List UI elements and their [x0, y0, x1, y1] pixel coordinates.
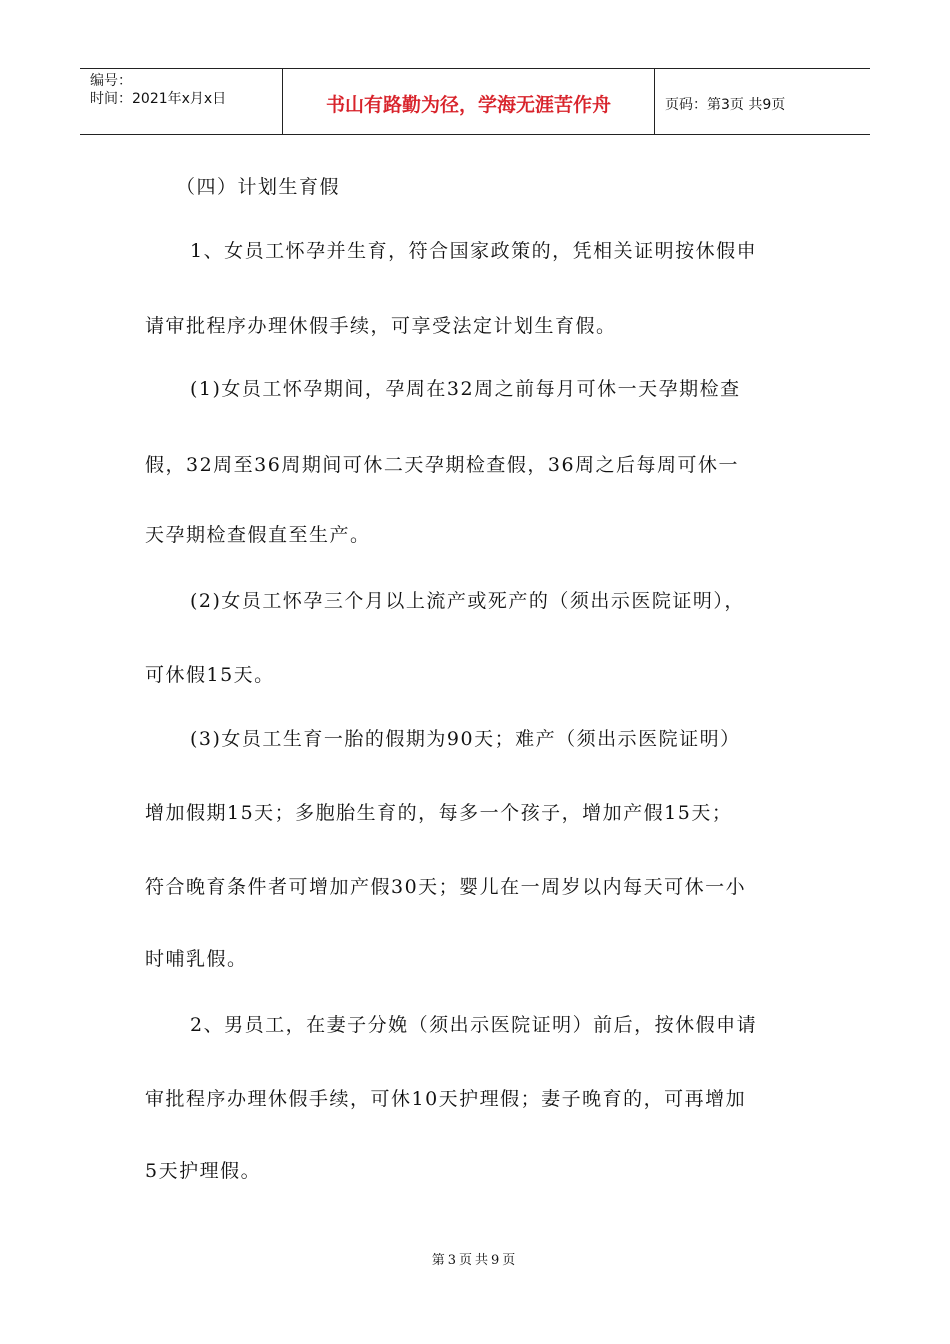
header-page-number: 页码：第3页 共9页 [665, 96, 786, 113]
paragraph-line: 符合晚育条件者可增加产假30天；婴儿在一周岁以内每天可休一小 [145, 876, 747, 898]
paragraph-line: 可休假15天。 [145, 664, 275, 686]
document-time-label: 时间：2021年x月x日 [90, 91, 227, 107]
paragraph-line: 5天护理假。 [145, 1160, 262, 1182]
section-heading: （四）计划生育假 [176, 176, 341, 198]
document-number-label: 编号： [90, 73, 132, 89]
paragraph-line: (3)女员工生育一胎的假期为90天；难产（须出示医院证明） [190, 728, 741, 750]
paragraph-line: (1)女员工怀孕期间，孕周在32周之前每月可休一天孕期检查 [190, 378, 741, 400]
paragraph-line: 天孕期检查假直至生产。 [145, 524, 371, 546]
paragraph-line: 2、男员工，在妻子分娩（须出示医院证明）前后，按休假申请 [190, 1014, 758, 1036]
paragraph-line: 请审批程序办理休假手续，可享受法定计划生育假。 [145, 315, 617, 337]
paragraph-line: 时哺乳假。 [145, 948, 248, 970]
page-header [80, 68, 870, 135]
paragraph-line: (2)女员工怀孕三个月以上流产或死产的（须出示医院证明）， [190, 590, 745, 612]
paragraph-line: 1、女员工怀孕并生育，符合国家政策的，凭相关证明按休假申 [190, 240, 758, 262]
header-meta [80, 69, 283, 134]
page-footer: 第3页共9页 [431, 1253, 519, 1268]
paragraph-line: 审批程序办理休假手续，可休10天护理假；妻子晚育的，可再增加 [145, 1088, 747, 1110]
paragraph-line: 假，32周至36周期间可休二天孕期检查假，36周之后每周可休一 [145, 454, 740, 476]
header-motto: 书山有路勤为径，学海无涯苦作舟 [283, 69, 655, 134]
paragraph-line: 增加假期15天；多胞胎生育的，每多一个孩子，增加产假15天； [145, 802, 733, 824]
